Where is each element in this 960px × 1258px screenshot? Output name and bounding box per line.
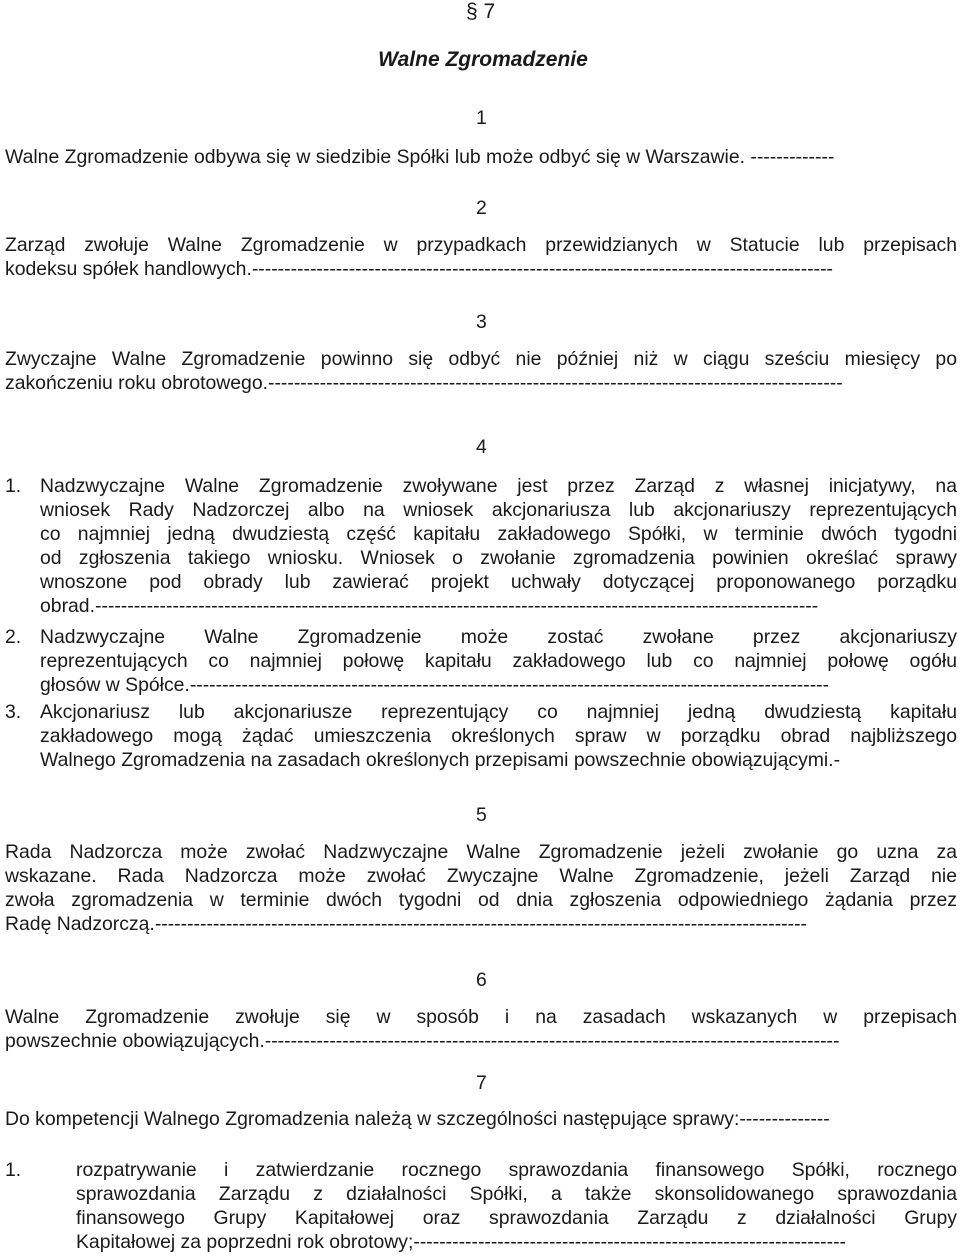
paragraph-6 <box>5 1005 957 1053</box>
paragraph-line: zakładowego mogą żądać umieszczenia określonych spraw w porządku obrad najbliższego <box>40 725 957 747</box>
paragraph-line: zakończeniu roku obrotowego.----------------------------------------------------------------------------------------- <box>5 372 843 394</box>
paragraph-line: Rada Nadzorcza może zwołać Nadzwyczajne Walne Zgromadzenie jeżeli zwołanie go uzna za <box>5 841 957 863</box>
list-item-number: 1. <box>5 1159 22 1181</box>
paragraph-number: 6 <box>476 969 487 991</box>
paragraph-2 <box>5 233 957 281</box>
paragraph-line: reprezentujących co najmniej połowę kapitału zakładowego lub co najmniej połowę ogółu <box>40 650 957 672</box>
paragraph-line: Zarząd zwołuje Walne Zgromadzenie w przypadkach przewidzianych w Statucie lub przepisach <box>5 234 957 256</box>
paragraph-line: Do kompetencji Walnego Zgromadzenia należą w szczególności następujące sprawy:-------------- <box>5 1108 830 1130</box>
paragraph-line: Walne Zgromadzenie zwołuje się w sposób i na zasadach wskazanych w przepisach <box>5 1006 957 1028</box>
list-item-number: 3. <box>5 701 22 723</box>
paragraph-line: finansowego Grupy Kapitałowej oraz sprawozdania Zarządu z działalności Grupy <box>76 1207 957 1229</box>
paragraph-line: Nadzwyczajne Walne Zgromadzenie zwoływane jest przez Zarząd z własnej inicjatywy, na <box>40 475 957 497</box>
paragraph-line: zwoła zgromadzenia w terminie dwóch tygodni od dnia zgłoszenia odpowiedniego żądania przez <box>5 889 957 911</box>
paragraph-line: wniosek Rady Nadzorczej albo na wniosek akcjonariusza lub akcjonariuszy reprezentujących <box>40 499 957 521</box>
paragraph-1 <box>5 145 957 169</box>
paragraph-line: od zgłoszenia takiego wniosku. Wniosek o zwołanie zgromadzenia powinien określać sprawy <box>40 547 957 569</box>
paragraph-line: co najmniej jedną dwudziestą część kapitału zakładowego Spółki, w terminie dwóch tygodni <box>40 523 957 545</box>
paragraph-5 <box>5 840 957 936</box>
paragraph-number: 3 <box>476 311 487 333</box>
paragraph-3 <box>5 347 957 395</box>
paragraph-line: Nadzwyczajne Walne Zgromadzenie może zostać zwołane przez akcjonariuszy <box>40 626 957 648</box>
list-item-number: 2. <box>5 626 22 648</box>
paragraph-number: 4 <box>476 436 487 458</box>
paragraph-line: Radę Nadzorczą.----------------------------------------------------------------------------------------------------- <box>5 913 807 935</box>
page-title: Walne Zgromadzenie <box>378 48 588 71</box>
paragraph-line: powszechnie obowiązujących.----------------------------------------------------------------------------------------- <box>5 1030 840 1052</box>
list-item <box>5 1158 957 1254</box>
paragraph-number: 2 <box>476 197 487 219</box>
paragraph-number: 1 <box>476 107 487 129</box>
paragraph-line: Zwyczajne Walne Zgromadzenie powinno się odbyć nie później niż w ciągu sześciu miesięcy po <box>5 348 957 370</box>
list-item <box>5 625 957 697</box>
paragraph-line: wskazane. Rada Nadzorcza może zwołać Zwyczajne Walne Zgromadzenie, jeżeli Zarząd nie <box>5 865 957 887</box>
paragraph-line: rozpatrywanie i zatwierdzanie rocznego sprawozdania finansowego Spółki, rocznego <box>76 1159 957 1181</box>
paragraph-line: obrad.---------------------------------------------------------------------------------------------------------------- <box>40 595 819 617</box>
list-item-number: 1. <box>5 475 22 497</box>
section-heading: § 7 <box>466 0 496 23</box>
paragraph-line: Walnego Zgromadzenia na zasadach określonych przepisami powszechnie obowiązującymi.- <box>40 749 841 771</box>
paragraph-line: kodeksu spółek handlowych.------------------------------------------------------------------------------------------ <box>5 258 833 280</box>
paragraph-number: 7 <box>476 1072 487 1094</box>
paragraph-number: 5 <box>476 804 487 826</box>
paragraph-line: Akcjonariusz lub akcjonariusze reprezentujący co najmniej jedną dwudziestą kapitału <box>40 701 957 723</box>
paragraph-line: sprawozdania Zarządu z działalności Spółki, a także skonsolidowanego sprawozdania <box>76 1183 957 1205</box>
paragraph-line: Walne Zgromadzenie odbywa się w siedzibie Spółki lub może odbyć się w Warszawie. ------------- <box>5 146 835 168</box>
paragraph-line: głosów w Spółce.--------------------------------------------------------------------------------------------------- <box>40 674 830 696</box>
list-item <box>5 700 957 772</box>
paragraph-7 <box>5 1107 957 1131</box>
paragraph-line: Kapitałowej za poprzedni rok obrotowy;------------------------------------------------------------------- <box>76 1231 847 1253</box>
list-item <box>5 474 957 618</box>
paragraph-line: wnoszone pod obrady lub zawierać projekt uchwały dotyczącej proponowanego porządku <box>40 571 957 593</box>
